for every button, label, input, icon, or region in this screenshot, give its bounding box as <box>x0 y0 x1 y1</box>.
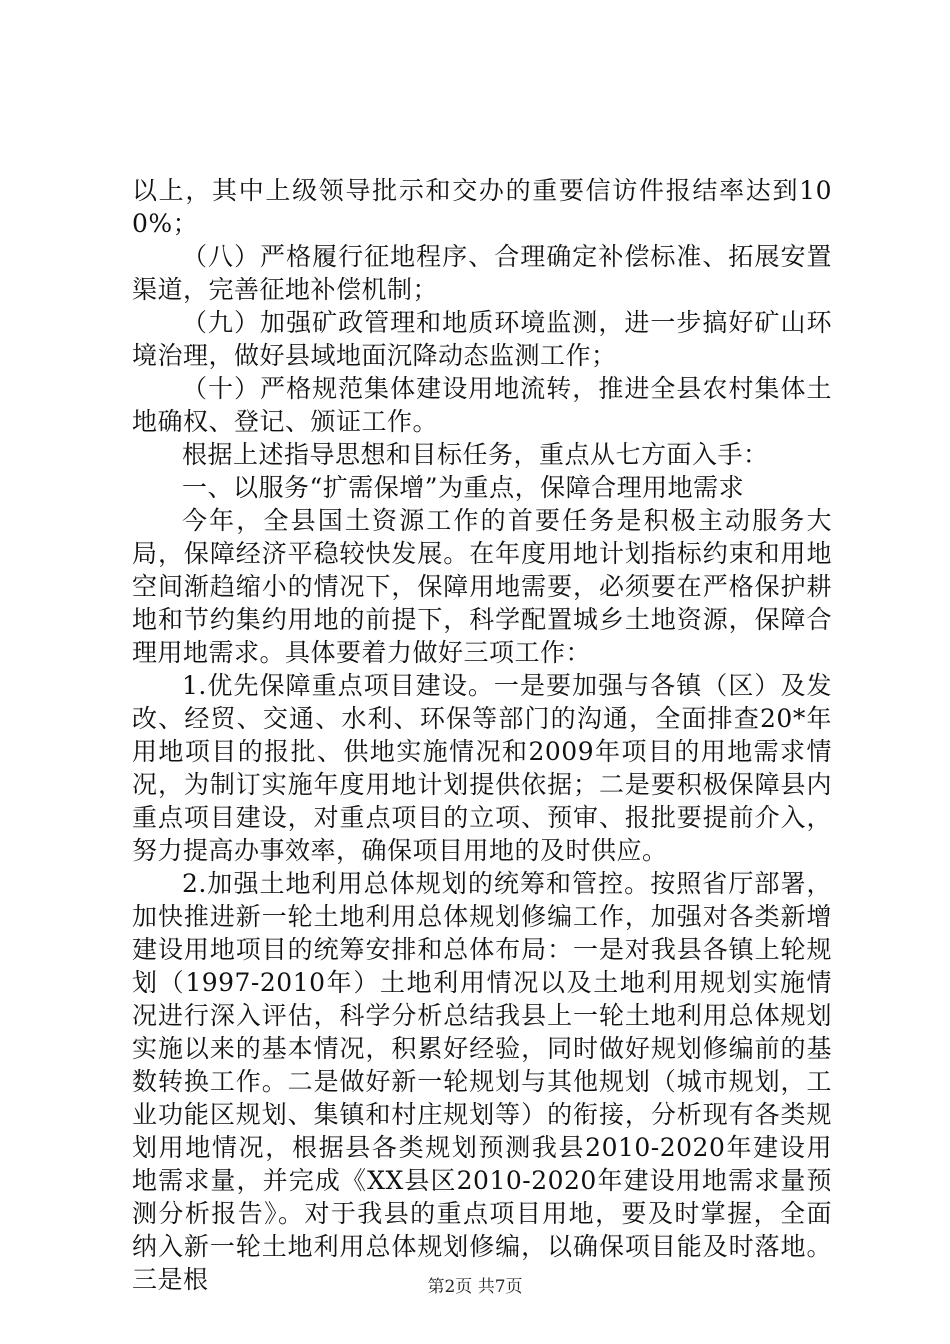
paragraph-8: 1.优先保障重点项目建设。一是要加强与各镇（区）及发改、经贸、交通、水利、环保等部门的沟通，全面排查20*年用地项目的报批、供地实施情况和2009年项目的用地需求情况，为制订实施年度用地计划提供依据；二是要积极保障县内重点项目建设，对重点项目的立项、预审、报批要提前介入，努力提高办事效率，确保项目用地的及时供应。 <box>132 671 832 865</box>
page-footer: 第2页 共7页 <box>427 1277 523 1297</box>
paragraph-2: （八）严格履行征地程序、合理确定补偿标准、拓展安置渠道，完善征地补偿机制； <box>132 242 832 304</box>
paragraph-9: 2.加强土地利用总体规划的统筹和管控。按照省厅部署，加快推进新一轮土地利用总体规划修编工作，加强对各类新增建设用地项目的统筹安排和总体布局：一是对我县各镇上轮规划（1997-2010年）土地利用情况以及土地利用规划实施情况进行深入评估，科学分析总结我县上一轮土地利用总体规划实施以来的基本情况，积累好经验，同时做好规划修编前的基数转换工作。二是做好新一轮规划与其他规划（城市规划，工业功能区规划、集镇和村庄规划等）的衔接，分析现有各类规划用地情况，根据县各类规划预测我县2010-2020年建设用地需求量，并完成《XX县区2010-2020年建设用地需求量预测分析报告》。对于我县的重点项目用地，要及时掌握，全面纳入新一轮土地利用总体规划修编，以确保项目能及时落地。三是根 <box>132 869 832 1294</box>
section-heading: 一、以服务“扩需保增”为重点，保障合理用地需求 <box>182 473 745 502</box>
paragraph-3: （九）加强矿政管理和地质环境监测，进一步搞好矿山环境治理，做好县域地面沉降动态监测工作； <box>132 308 832 370</box>
paragraph-1: 以上，其中上级领导批示和交办的重要信访件报结率达到100%； <box>132 176 832 238</box>
document-body <box>132 174 832 1296</box>
paragraph-5: 根据上述指导思想和目标任务，重点从七方面入手： <box>182 440 769 469</box>
paragraph-7: 今年，全县国土资源工作的首要任务是积极主动服务大局，保障经济平稳较快发展。在年度用地计划指标约束和用地空间渐趋缩小的情况下，保障用地需要，必须要在严格保护耕地和节约集约用地的前提下，科学配置城乡土地资源，保障合理用地需求。具体要着力做好三项工作： <box>132 506 832 667</box>
paragraph-4: （十）严格规范集体建设用地流转，推进全县农村集体土地确权、登记、颁证工作。 <box>132 374 832 436</box>
